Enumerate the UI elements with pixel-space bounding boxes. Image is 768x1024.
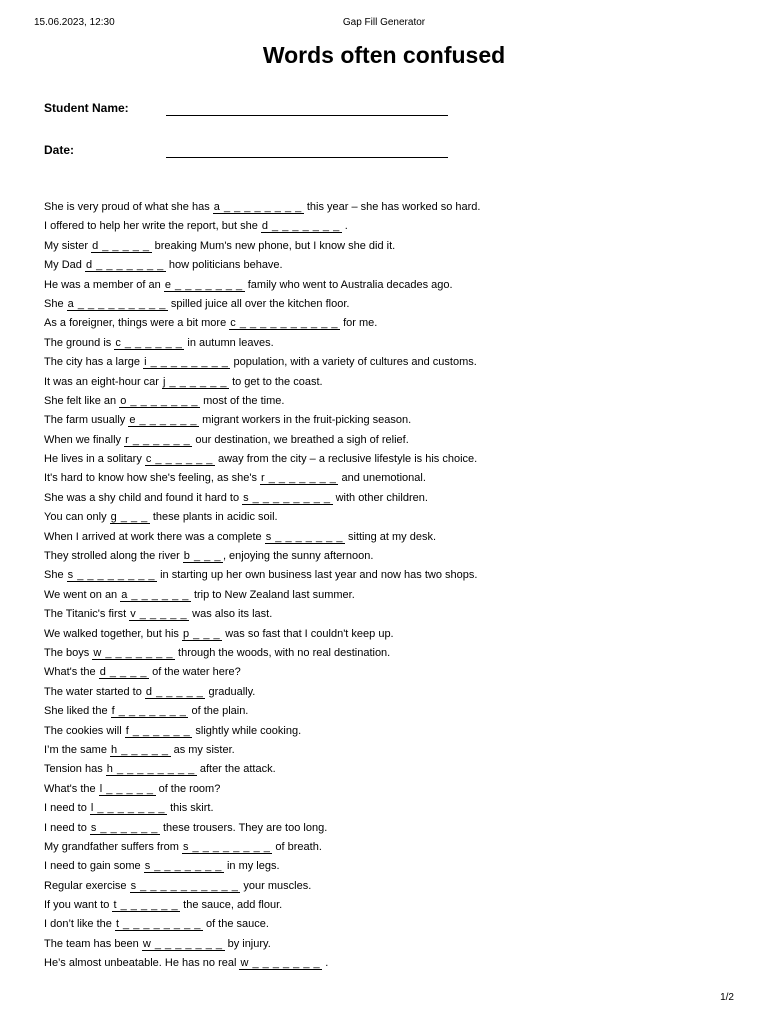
exercise-sentence — [44, 877, 734, 896]
sentence-text-before: You can only — [44, 511, 110, 524]
sentence-text-after: our destination, we breathed a sigh of relief. — [192, 433, 409, 446]
gap-blank[interactable]: s _ _ _ _ _ _ _ _ — [243, 491, 331, 504]
exercise-sentence — [44, 915, 734, 934]
exercise-sentence — [44, 605, 734, 624]
gap-blank[interactable]: g _ _ _ — [110, 511, 148, 524]
gap-blank[interactable]: f _ _ _ _ _ _ — [125, 724, 191, 737]
sentence-text-before: The farm usually — [44, 414, 129, 427]
sentence-text-after: most of the time. — [200, 394, 285, 407]
gap-blank[interactable]: s _ _ _ _ _ _ _ _ _ _ — [130, 879, 239, 892]
exercise-sentence — [44, 586, 734, 605]
sentence-text-after: . — [322, 957, 329, 970]
sentence-text-before: I need to — [44, 821, 90, 834]
gap-blank[interactable]: v _ _ _ _ _ — [130, 608, 188, 621]
gap-blank[interactable]: l _ _ _ _ _ _ _ — [90, 802, 166, 815]
sentence-text-after: in starting up her own business last year and now has two shops. — [157, 569, 478, 582]
sentence-text-after: population, with a variety of cultures and customs. — [230, 356, 477, 369]
sentence-text-before: The cookies will — [44, 724, 125, 737]
exercise-sentence — [44, 722, 734, 741]
sentence-text-before: As a foreigner, things were a bit more — [44, 317, 230, 330]
exercise-sentence — [44, 217, 734, 236]
sentence-text-after: how politicians behave. — [165, 259, 283, 272]
sentence-text-before: He was a member of an — [44, 278, 164, 291]
sentence-text-after: and unemotional. — [338, 472, 426, 485]
sentence-text-before: She liked the — [44, 705, 111, 718]
sentence-text-after: these plants in acidic soil. — [149, 511, 278, 524]
sentence-text-after: was so fast that I couldn't keep up. — [222, 627, 394, 640]
gap-blank[interactable]: p _ _ _ — [183, 627, 221, 640]
sentence-text-before: She felt like an — [44, 394, 120, 407]
gap-blank[interactable]: h _ _ _ _ _ — [111, 743, 169, 756]
sentence-text-after: of breath. — [272, 840, 322, 853]
gap-blank[interactable]: s _ _ _ _ _ _ _ _ — [182, 840, 271, 853]
sentence-text-before: My sister — [44, 239, 92, 252]
print-header-title: Gap Fill Generator — [342, 17, 426, 28]
sentence-text-before: We went on an — [44, 588, 121, 601]
sentence-text-before: She is very proud of what she has — [44, 201, 213, 213]
gap-blank[interactable]: d _ _ _ _ _ _ _ — [85, 259, 164, 272]
sentence-text-before: I don’t like the — [44, 918, 115, 931]
sentence-text-before: If you want to — [44, 899, 113, 912]
exercise-sentence — [44, 799, 734, 818]
sentence-text-before: The ground is — [44, 336, 115, 349]
sentence-text-after: . — [341, 220, 348, 233]
sentence-text-after: with other children. — [332, 491, 428, 504]
gap-blank[interactable]: w _ _ _ _ _ _ _ — [142, 937, 223, 950]
sentence-text-before: He lives in a solitary — [44, 453, 145, 466]
gap-blank[interactable]: e _ _ _ _ _ _ — [129, 414, 198, 427]
student-name-line — [166, 115, 448, 116]
exercise-sentence — [44, 954, 734, 973]
exercise-sentence — [44, 295, 734, 314]
sentence-text-after: of the sauce. — [202, 918, 269, 931]
gap-blank[interactable]: e _ _ _ _ _ _ _ — [164, 278, 243, 291]
exercise-sentence — [44, 760, 734, 779]
exercise-sentence — [44, 625, 734, 644]
sentence-text-after: these trousers. They are too long. — [159, 821, 328, 834]
sentence-text-before: It was an eight-hour car — [44, 375, 163, 388]
sentence-text-before: The Titanic's first — [44, 608, 130, 621]
exercise-sentence — [44, 469, 734, 488]
exercise-sentence — [44, 489, 734, 508]
exercise-sentence — [44, 857, 734, 876]
sentence-text-after: was also its last. — [189, 608, 273, 621]
sentence-text-after: after the attack. — [196, 763, 276, 776]
sentence-text-after: migrant workers in the fruit-picking season. — [199, 414, 412, 427]
gap-blank[interactable]: l _ _ _ _ _ — [99, 782, 154, 795]
date-label: Date: — [44, 143, 75, 157]
sentence-text-after: of the water here? — [149, 666, 241, 679]
gap-blank[interactable]: s _ _ _ _ _ _ _ — [265, 530, 343, 543]
gap-blank[interactable]: t _ _ _ _ _ _ _ _ — [115, 918, 201, 931]
sentence-text-after: in my legs. — [223, 860, 280, 873]
exercise-sentence — [44, 896, 734, 915]
sentence-text-before: They strolled along the river — [44, 550, 183, 563]
gap-blank[interactable]: i _ _ _ _ _ _ _ _ — [144, 356, 229, 369]
sentence-text-after: spilled juice all over the kitchen floor. — [167, 297, 350, 310]
sentence-text-before: He’s almost unbeatable. He has no real — [44, 957, 240, 970]
exercise-sentence — [44, 838, 734, 857]
gap-blank[interactable]: s _ _ _ _ _ _ — [90, 821, 158, 834]
sentence-text-before: The city has a large — [44, 356, 144, 369]
sentence-text-before: When we finally — [44, 433, 125, 446]
exercise-sentence — [44, 276, 734, 295]
sentence-text-before: We walked together, but his — [44, 627, 182, 640]
gap-blank[interactable]: r _ _ _ _ _ _ — [125, 433, 191, 446]
sentence-text-before: I’m the same — [44, 743, 111, 756]
exercise-sentence — [44, 702, 734, 721]
gap-blank[interactable]: w _ _ _ _ _ _ _ — [93, 646, 173, 659]
exercise-sentence — [44, 819, 734, 838]
gap-blank[interactable]: r _ _ _ _ _ _ _ — [261, 472, 337, 485]
sentence-text-after: as my sister. — [170, 743, 235, 756]
sentence-text-after: this skirt. — [167, 802, 214, 815]
sentence-text-before: When I arrived at work there was a complete — [44, 530, 265, 543]
sentence-text-before: The water started to — [44, 685, 145, 698]
sentence-text-after: breaking Mum's new phone, but I know she did it. — [151, 239, 396, 252]
sentence-text-after: by injury. — [224, 937, 271, 950]
sentence-text-after: the sauce, add flour. — [180, 899, 283, 912]
sentence-text-after: sitting at my desk. — [344, 530, 437, 543]
sentence-text-before: Tension has — [44, 763, 106, 776]
sentence-text-after: , enjoying the sunny afternoon. — [222, 550, 374, 563]
sentence-text-before: My grandfather suffers from — [44, 840, 182, 853]
exercise-sentence — [44, 314, 734, 333]
sentence-text-before: The team has been — [44, 937, 142, 950]
exercise-sentence — [44, 663, 734, 682]
worksheet-title: Words often confused — [262, 42, 506, 68]
exercise-sentence — [44, 237, 734, 256]
sentence-text-after: to get to the coast. — [229, 375, 323, 388]
exercise-sentence — [44, 256, 734, 275]
gap-blank[interactable]: c _ _ _ _ _ _ _ _ _ _ — [230, 317, 339, 330]
exercise-sentence — [44, 198, 734, 217]
exercise-sentence — [44, 508, 734, 527]
sentence-text-before: What's the — [44, 666, 99, 679]
exercise-sentence — [44, 741, 734, 760]
gap-blank[interactable]: d _ _ _ _ _ — [145, 685, 204, 698]
gap-blank[interactable]: w _ _ _ _ _ _ _ — [240, 957, 321, 970]
exercise-sentence — [44, 334, 734, 353]
exercise-sentence — [44, 547, 734, 566]
sentence-text-after: away from the city – a reclusive lifestyle is his choice. — [214, 453, 478, 466]
sentence-text-before: The boys — [44, 646, 93, 659]
sentence-text-after: of the room? — [155, 782, 221, 795]
print-datetime: 15.06.2023, 12:30 — [34, 17, 115, 28]
sentence-text-before: Regular exercise — [44, 879, 130, 892]
exercise-sentence — [44, 411, 734, 430]
sentence-text-before: I need to — [44, 802, 90, 815]
exercise-sentence — [44, 392, 734, 411]
gap-blank[interactable]: a _ _ _ _ _ _ _ _ — [213, 201, 302, 213]
date-line — [166, 157, 448, 158]
sentence-text-before: She — [44, 297, 67, 310]
sentence-text-after: through the woods, with no real destination. — [174, 646, 391, 659]
sentence-text-before: My Dad — [44, 259, 85, 272]
gap-blank[interactable]: c _ _ _ _ _ _ — [145, 453, 213, 466]
gap-blank[interactable]: j _ _ _ _ _ _ — [163, 375, 228, 388]
sentence-text-after: family who went to Australia decades ago. — [244, 278, 453, 291]
gap-blank[interactable]: t _ _ _ _ _ _ — [113, 899, 179, 912]
exercise-sentence — [44, 353, 734, 372]
sentence-text-after: this year – she has worked so hard. — [303, 201, 481, 213]
sentence-text-after: trip to New Zealand last summer. — [190, 588, 355, 601]
gap-blank[interactable]: a _ _ _ _ _ _ — [121, 588, 189, 601]
gap-blank[interactable]: b _ _ _ — [183, 550, 221, 563]
exercise-sentence — [44, 450, 734, 469]
sentence-text-before: She — [44, 569, 67, 582]
gap-blank[interactable]: d _ _ _ _ — [99, 666, 148, 679]
page-number: 1/2 — [720, 992, 734, 1003]
gap-fill-exercise — [44, 198, 734, 974]
gap-blank[interactable]: c _ _ _ _ _ _ — [115, 336, 183, 349]
sentence-text-after: slightly while cooking. — [192, 724, 302, 737]
gap-blank[interactable]: s _ _ _ _ _ _ _ _ — [67, 569, 156, 582]
exercise-sentence — [44, 644, 734, 663]
exercise-sentence — [44, 373, 734, 392]
gap-blank[interactable]: h _ _ _ _ _ _ _ _ — [106, 763, 195, 776]
gap-blank[interactable]: s _ _ _ _ _ _ _ — [144, 860, 222, 873]
exercise-sentence — [44, 683, 734, 702]
exercise-sentence — [44, 528, 734, 547]
sentence-text-before: It's hard to know how she's feeling, as she's — [44, 472, 261, 485]
student-name-label: Student Name: — [44, 101, 129, 115]
sentence-text-after: in autumn leaves. — [184, 336, 274, 349]
exercise-sentence — [44, 566, 734, 585]
gap-blank[interactable]: o _ _ _ _ _ _ _ — [120, 394, 199, 407]
gap-blank[interactable]: d _ _ _ _ _ — [92, 239, 150, 252]
sentence-text-before: I offered to help her write the report, but she — [44, 220, 261, 233]
gap-blank[interactable]: f _ _ _ _ _ _ _ — [111, 705, 187, 718]
sentence-text-before: She was a shy child and found it hard to — [44, 491, 243, 504]
exercise-sentence — [44, 431, 734, 450]
sentence-text-after: for me. — [340, 317, 378, 330]
sentence-text-after: gradually. — [205, 685, 256, 698]
gap-blank[interactable]: d _ _ _ _ _ _ _ — [261, 220, 340, 233]
sentence-text-before: What's the — [44, 782, 99, 795]
sentence-text-before: I need to gain some — [44, 860, 144, 873]
exercise-sentence — [44, 935, 734, 954]
sentence-text-after: of the plain. — [188, 705, 249, 718]
exercise-sentence — [44, 780, 734, 799]
sentence-text-after: your muscles. — [240, 879, 312, 892]
gap-blank[interactable]: a _ _ _ _ _ _ _ _ _ — [67, 297, 166, 310]
